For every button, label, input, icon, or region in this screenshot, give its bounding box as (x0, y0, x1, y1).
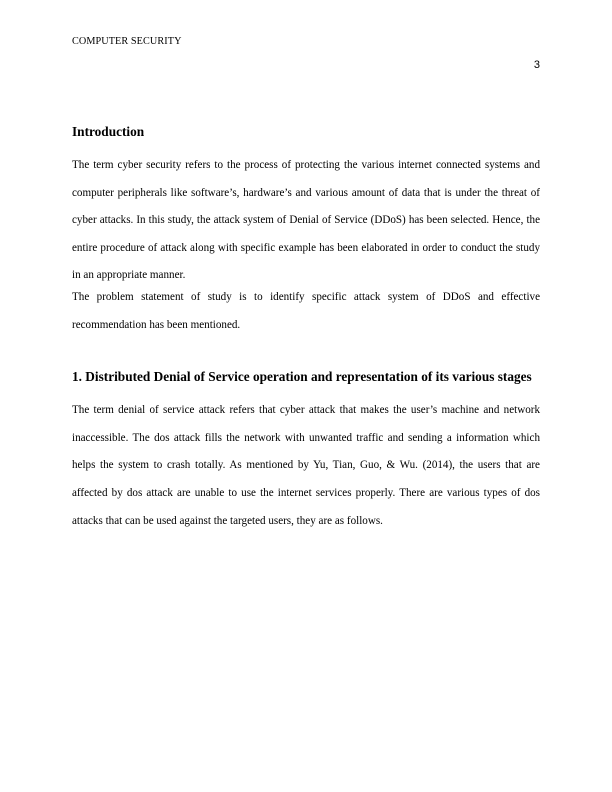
page-number: 3 (533, 59, 540, 71)
document-body (72, 123, 540, 535)
section-1-heading: 1. Distributed Denial of Service operation and representation of its various stages (72, 369, 532, 385)
running-head: COMPUTER SECURITY (72, 36, 182, 47)
introduction-paragraph: The term cyber security refers to the process of protecting the various internet connected systems and computer peripherals like software’s, hardware’s and various amount of data that is under the threat of cyber attacks. In this study, the attack system of Denial of Service (DDoS) has been selected. Hence, the entire procedure of attack along with specific example has been elaborated in order to conduct the study in an appropriate manner. (72, 159, 540, 282)
section-1-paragraph: The term denial of service attack refers that cyber attack that makes the user’s machine and network inaccessible. The dos attack fills the network with unwanted traffic and sending a information which helps the system to crash totally. As mentioned by Yu, Tian, Guo, & Wu. (2014), the users that are affected by dos attack are unable to use the internet services properly. There are various types of dos attacks that can be used against the targeted users, they are as follows. (72, 404, 540, 527)
introduction-heading: Introduction (72, 124, 145, 139)
problem-statement-paragraph: The problem statement of study is to identify specific attack system of DDoS and effective recommendation has been mentioned. (72, 290, 540, 331)
